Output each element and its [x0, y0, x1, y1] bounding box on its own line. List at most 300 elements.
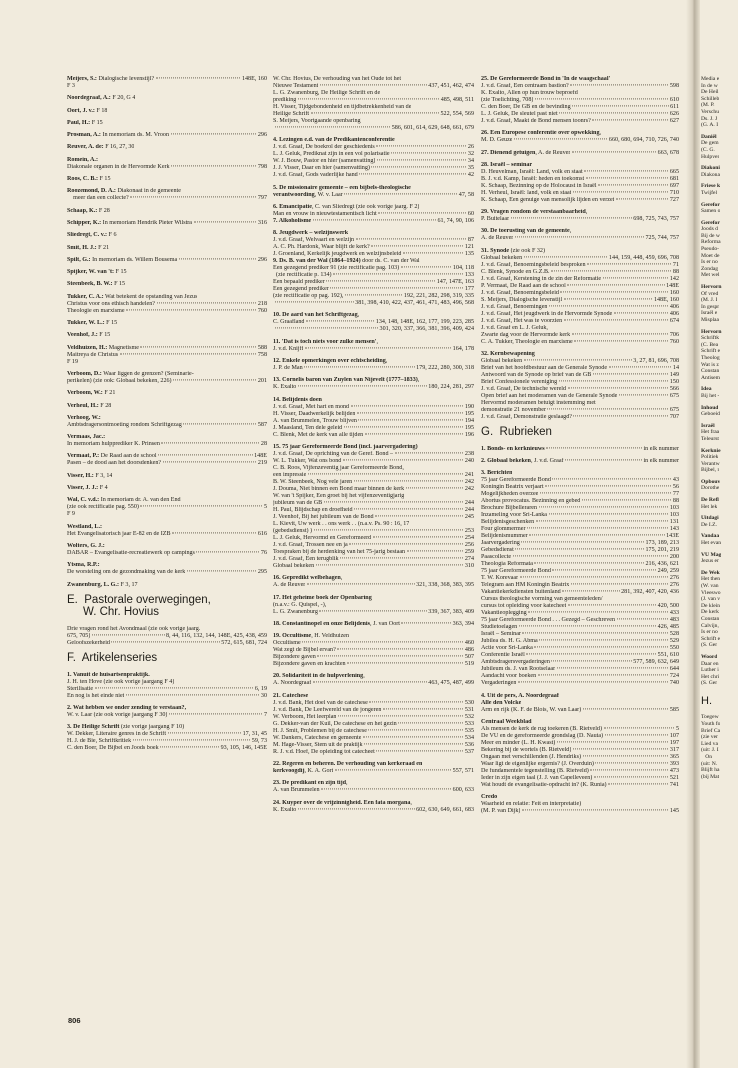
entry-line	[481, 130, 679, 137]
entry-text: Is er no	[701, 629, 718, 636]
entry-text: Prosman, A.: In memoriam ds. M. Vroon	[67, 132, 169, 139]
page-reference: 148E	[254, 453, 267, 460]
dot-leader	[594, 776, 669, 777]
entry-text: J. Veenhof, Bij het jubileum van de Bond	[273, 513, 374, 520]
entry-text: Oort, J. v.: F 18	[67, 107, 108, 114]
page-reference: 7	[263, 711, 267, 718]
entry-text: De gem	[701, 140, 719, 147]
page-reference: 406	[669, 303, 679, 310]
entry-line	[273, 244, 474, 251]
entry-line	[273, 602, 474, 609]
entry-text: Waar ligt de eigenlijke ergernis? (J. Overduin)	[481, 761, 594, 768]
entry-text: Politiek	[701, 454, 719, 461]
entry-text: En nog is het einde niet	[67, 692, 125, 699]
entry-text: C. Blenk, Met de kerk van alle tijden	[273, 431, 364, 438]
index-entry	[67, 724, 267, 752]
dot-leader	[587, 263, 671, 264]
index-entry	[273, 780, 474, 794]
entry-text: Schrift e	[701, 635, 721, 642]
entry-text: Credo	[481, 794, 498, 801]
page-reference: 274	[464, 555, 474, 562]
entry-line	[481, 90, 679, 97]
page-reference: 143E	[666, 533, 679, 540]
entry-line	[481, 235, 679, 242]
index-entry	[701, 165, 738, 178]
entry-text: 2. Wat hebben we onder zending te verstaan?,	[67, 704, 187, 711]
entry-text: Theologia Reformata	[481, 561, 533, 568]
index-entry	[481, 248, 679, 346]
entry-text: Four glommermer	[481, 526, 526, 533]
entry-line	[481, 228, 679, 235]
page-reference: 317	[669, 747, 679, 754]
entry-text: Cursus theologische vorming van gemeenteleden/	[481, 596, 603, 603]
entry-line	[273, 404, 474, 411]
entry-line	[273, 218, 474, 225]
dot-leader	[344, 426, 464, 427]
index-entry	[701, 533, 738, 546]
page-reference: 254	[464, 534, 474, 541]
page-reference: 577, 589, 632, 649	[633, 659, 679, 666]
entry-line	[701, 226, 738, 233]
entry-line	[481, 304, 679, 311]
entry-line	[273, 507, 474, 514]
entry-line	[67, 543, 267, 550]
entry-text: H. J. Smit, Problemen bij de catechese	[273, 727, 367, 734]
dot-leader	[317, 656, 463, 657]
page-reference: 219	[257, 460, 267, 467]
entry-line	[481, 652, 679, 659]
entry-line	[701, 297, 738, 304]
dot-leader	[592, 119, 668, 120]
entry-text: Heilige Schrift	[273, 111, 310, 117]
entry-text: Lied va	[701, 740, 718, 747]
dot-leader	[330, 288, 463, 289]
page-reference: 674	[669, 317, 679, 324]
entry-line	[481, 547, 679, 554]
dot-leader	[333, 274, 463, 275]
dot-leader	[583, 708, 669, 709]
entry-line	[67, 144, 267, 151]
dot-leader	[547, 408, 668, 409]
page-reference: 310	[464, 562, 474, 569]
entry-text: Christus voor ons ethisch handelen?	[67, 300, 156, 307]
dot-leader	[168, 733, 242, 734]
page-reference: 437, 451, 462, 474	[428, 83, 474, 89]
entry-text: 13. Cornelis baron van Zuylen van Nijevelt (1777–1833),	[273, 377, 420, 384]
entry-text: Een gezegend prediker	[273, 286, 329, 293]
entry-text: Ongaan met verschillenden (J. Hendriks)	[481, 754, 582, 761]
dot-leader	[365, 433, 464, 434]
entry-line	[67, 245, 267, 252]
entry-line	[481, 339, 679, 346]
dot-leader	[546, 447, 642, 448]
page-reference: 706	[669, 331, 679, 338]
index-entry	[67, 371, 267, 385]
entry-text: In memoriam hulpprediker K. Prinsen	[67, 441, 160, 448]
entry-text: Inhoud	[701, 404, 719, 411]
entry-text: 75 jaar Gereformeerde Bond . . . Gezegd – Geschreven	[481, 617, 616, 624]
entry-line	[481, 372, 679, 379]
page-reference: 698, 725, 743, 757	[633, 216, 679, 223]
entry-line	[273, 279, 474, 286]
entry-line	[273, 479, 474, 486]
entry-text: L. J. Geluk, Hervormd en Gereformeerd	[273, 534, 372, 541]
entry-line	[701, 761, 738, 768]
entry-text: Wat zegt de Bijbel ervan?	[273, 647, 336, 654]
entry-line	[481, 290, 679, 297]
dot-leader	[375, 515, 463, 516]
entry-text: Jaarvergadering	[481, 540, 520, 547]
page-reference: 528	[669, 631, 679, 638]
entry-line	[701, 461, 738, 468]
entry-line	[273, 319, 474, 326]
entry-text: Misplaa	[701, 317, 720, 323]
entry-text: Israël – Seminar	[481, 631, 521, 638]
entry-line	[67, 415, 267, 422]
dot-leader	[593, 373, 669, 374]
entry-line	[67, 640, 267, 647]
page-reference: 611	[670, 104, 679, 110]
entry-text: Geboeid	[701, 411, 720, 418]
entry-line	[701, 721, 738, 728]
entry-text: Vleeswo	[701, 589, 721, 596]
dot-leader	[407, 550, 464, 551]
entry-line	[701, 405, 738, 412]
dot-leader	[305, 347, 451, 348]
page-reference: 663, 678	[657, 149, 679, 156]
entry-line	[273, 673, 474, 680]
dot-leader	[340, 557, 463, 558]
index-entry	[701, 284, 738, 324]
entry-text: Gebedsdienst	[481, 547, 514, 554]
page-reference: 426, 485	[657, 624, 679, 631]
page-reference: 121	[464, 244, 474, 251]
entry-text: S. Meijers, Voortgaande openbaring	[273, 118, 361, 124]
entry-text: R. J. v.d. Hoef, De opleiding tot catecheet	[273, 748, 375, 755]
entry-line	[273, 486, 474, 493]
dot-leader	[570, 84, 668, 85]
entry-line	[67, 164, 267, 171]
dot-leader	[275, 126, 391, 127]
dot-leader	[344, 193, 457, 194]
entry-text: Toegew	[701, 714, 719, 721]
entry-line	[67, 301, 267, 308]
entry-line	[273, 728, 474, 735]
entry-text: J. v.d. Graaf, Benoemingsbeleid	[481, 289, 559, 296]
entry-line	[481, 318, 679, 325]
entry-text: Schaap, K.: F 28	[67, 207, 110, 214]
entry-text: Het evan	[701, 540, 722, 547]
entry-text: meer dan een collecte?	[67, 195, 129, 202]
entry-text: Belijdenisgeschenken	[481, 519, 535, 526]
page-reference: 296	[257, 132, 267, 139]
dot-leader	[359, 174, 466, 175]
page-reference: 164, 178	[452, 345, 474, 352]
entry-line	[67, 582, 267, 589]
entry-line	[67, 132, 267, 139]
entry-text: C. Graafland	[273, 319, 305, 326]
dot-leader	[552, 570, 656, 571]
entry-line	[701, 317, 738, 324]
entry-text: 3. Berichten	[481, 470, 513, 477]
dot-leader	[524, 359, 632, 360]
dot-leader	[383, 708, 463, 709]
entry-line	[701, 515, 738, 522]
entry-text: Twijfel	[701, 189, 718, 196]
entry-text: (W. van	[701, 583, 719, 589]
entry-text: De Heil	[701, 89, 719, 96]
entry-line	[481, 761, 679, 768]
entry-text: J. v.d. Bank, De Leefwereld van de jongeren	[273, 706, 382, 713]
page-reference: 521	[669, 775, 679, 782]
index-entry	[481, 228, 679, 242]
page-reference: 681	[669, 175, 679, 182]
entry-line	[481, 176, 679, 183]
page-reference: 88	[672, 268, 679, 275]
entry-line	[273, 640, 474, 647]
entry-line	[273, 633, 474, 640]
entry-text: 10. De aard van het Schriftgezag,	[273, 312, 360, 319]
page-reference: 486	[464, 647, 474, 654]
entry-line	[273, 237, 474, 244]
entry-line	[701, 202, 738, 209]
entry-line	[273, 144, 474, 151]
entry-line	[67, 422, 267, 429]
page-reference: 3, 27, 81, 696, 708	[633, 358, 679, 365]
entry-text: Bij het -	[701, 392, 720, 399]
entry-line	[701, 140, 738, 147]
page-reference: 93, 105, 146, 145E	[220, 745, 267, 752]
page-reference: 148E, 160	[241, 76, 267, 82]
entry-line	[701, 411, 738, 418]
index-entry	[67, 485, 267, 492]
page-reference: 741	[669, 782, 679, 789]
dot-leader	[349, 543, 463, 544]
dot-leader	[521, 542, 644, 543]
entry-text: Meijers, S.: Dialogische levenstijl?	[67, 76, 155, 82]
entry-text: Diakoni	[701, 165, 720, 172]
index-column-3	[481, 76, 679, 821]
entry-line	[273, 800, 474, 807]
index-entry	[273, 230, 474, 307]
entry-text: 19. Occultisme, H. Veldhuizen	[273, 633, 350, 640]
entry-text: Teleurst	[701, 435, 719, 442]
page-reference: 34	[467, 158, 474, 165]
entry-line	[481, 740, 679, 747]
entry-line	[67, 378, 267, 385]
dot-leader	[321, 789, 451, 790]
index-entry	[481, 351, 679, 421]
entry-line	[481, 526, 679, 533]
page-reference: 245	[464, 513, 474, 520]
dot-leader	[560, 291, 668, 292]
page-reference: 295	[257, 569, 267, 576]
entry-text: Zondag	[701, 265, 719, 272]
entry-line	[67, 95, 267, 102]
entry-line	[273, 230, 474, 237]
entry-line	[67, 195, 267, 202]
page-reference: 56	[672, 484, 679, 491]
entry-line	[701, 208, 738, 215]
page-reference: 194	[464, 417, 474, 424]
entry-line	[481, 216, 679, 223]
entry-text: 4. Lezingen e.d. van de Predikantenconferentie	[273, 137, 395, 144]
entry-text: Spilt, G.: In memoriam ds. Willem Bousema	[67, 256, 178, 263]
index-entry	[67, 705, 267, 719]
entry-text: Spijker, W. van 't: F 15	[67, 269, 127, 276]
entry-line	[701, 576, 738, 583]
dot-leader	[551, 270, 671, 271]
entry-line	[701, 522, 738, 529]
entry-line	[701, 116, 738, 123]
dot-leader	[511, 218, 632, 219]
entry-text: 15. 75 jaar Gereformeerde Bond (incl. jaarvergadering)	[273, 443, 418, 450]
entry-line	[67, 108, 267, 115]
entry-line	[701, 342, 738, 349]
entry-text: Verheul, H.: F 28	[67, 402, 112, 409]
page-reference: 47, 58	[458, 191, 474, 198]
entry-text: Vakantiekerkdiensten buitenland	[481, 589, 561, 596]
entry-text: Brochure Bijbelleraren	[481, 505, 538, 512]
entry-text: J. v.d. Graaf, Een centraam bastion?	[481, 83, 569, 89]
dot-leader	[515, 237, 644, 238]
dot-leader	[573, 415, 668, 416]
entry-line	[481, 269, 679, 276]
entry-line	[701, 590, 738, 597]
entry-text: 24. Kuyper over de vrijzinnigheid. Een fata morgana,	[273, 799, 412, 806]
entry-text: In gespr	[701, 303, 720, 310]
entry-text: 8. Jeugdwerk – welzijnswerk	[273, 230, 349, 237]
entry-line	[481, 183, 679, 190]
entry-text: J. v.d. Graaf, Met hart en mond	[273, 403, 350, 410]
page-reference: 143	[669, 526, 679, 533]
page-reference: 316	[257, 219, 267, 226]
dot-leader	[564, 298, 653, 299]
entry-line	[481, 700, 679, 707]
index-entry	[67, 543, 267, 557]
entry-line	[273, 83, 474, 90]
entry-line	[67, 281, 267, 288]
entry-line	[67, 550, 267, 557]
dot-leader	[605, 734, 669, 735]
page-reference: 600, 633	[452, 787, 474, 794]
entry-text: Vakantieoplegging	[481, 610, 527, 617]
dot-leader	[572, 333, 669, 334]
index-entry	[701, 386, 738, 399]
index-entry	[701, 479, 738, 492]
entry-line	[701, 233, 738, 240]
entry-text: J. v.d. Graaf, Benoemingen	[481, 303, 548, 310]
dot-leader	[562, 591, 619, 592]
entry-line	[67, 83, 267, 90]
page-reference: 587	[257, 421, 267, 428]
page-reference: 301, 320, 337, 366, 381, 396, 409, 424	[379, 326, 474, 333]
page-reference: 534	[464, 734, 474, 741]
entry-line	[273, 714, 474, 721]
page-reference: 460	[464, 640, 474, 647]
entry-line	[481, 519, 679, 526]
entry-line	[273, 680, 474, 687]
entry-text: Zwanenburg, L. G.: F 3, 17	[67, 581, 138, 588]
entry-line	[273, 151, 474, 158]
entry-text: Calvijn,	[701, 622, 719, 629]
entry-line	[701, 368, 738, 375]
dot-leader	[398, 722, 463, 723]
dot-leader	[572, 105, 668, 106]
entry-text: Noordegraaf, A.: F 20, G 4	[67, 95, 136, 102]
entry-text: Ambtsdragersontmoeting rondom Schriftgezag	[67, 421, 182, 428]
entry-line	[701, 165, 738, 172]
index-entry	[701, 183, 738, 196]
page-reference: 724	[669, 673, 679, 680]
entry-line	[67, 220, 267, 227]
dot-leader	[520, 577, 669, 578]
page-reference: 758	[257, 351, 267, 358]
page-reference: 5	[263, 504, 267, 511]
entry-text: demonstratie 21 november	[481, 407, 546, 414]
entry-line	[481, 137, 679, 144]
dot-leader	[391, 153, 466, 154]
entry-line	[67, 359, 267, 366]
index-entry	[67, 562, 267, 576]
entry-text: Arm en rijk (K. F. de Blois, W. van Laar)	[481, 706, 582, 713]
page-reference: 256	[464, 541, 474, 548]
dot-leader	[275, 302, 354, 303]
index-entry	[273, 137, 474, 179]
entry-text: Studietoelagen	[481, 624, 518, 631]
entry-line	[67, 524, 267, 531]
dot-leader	[401, 267, 452, 268]
entry-line	[273, 346, 474, 353]
page-reference: 660, 680, 694, 710, 726, 740	[608, 137, 679, 144]
entry-line	[67, 320, 267, 327]
entry-text: Roos, C. B.: F 15	[67, 176, 111, 183]
entry-line	[701, 680, 738, 687]
dot-leader	[338, 715, 463, 716]
page-reference: 242	[464, 478, 474, 485]
entry-text: Met wel	[701, 272, 720, 279]
page-reference: 530	[464, 699, 474, 706]
entry-line	[481, 747, 679, 754]
entry-text: L. J. Geluk, De sleutel past niet	[481, 111, 558, 117]
dot-leader	[316, 564, 464, 565]
dot-leader	[513, 556, 669, 557]
entry-line	[273, 707, 474, 714]
entry-line	[273, 425, 474, 432]
entry-text: 75 jaar Gereformeerde Bond	[481, 568, 551, 575]
entry-line	[67, 745, 267, 752]
entry-line	[273, 563, 474, 570]
page-reference: 238	[464, 450, 474, 457]
entry-text: Open brief aan het moderamen van de Generale Synode	[481, 393, 618, 400]
entry-text: Nieuwe Testament	[273, 83, 319, 89]
page-reference: 134, 148, 148E, 162, 177, 199, 223, 285	[375, 319, 474, 326]
entry-text: Verschu	[701, 108, 720, 115]
page-reference: 195	[464, 424, 474, 431]
entry-text: Wat houdt de evangelisatie-opdracht in? (K. Runia)	[481, 782, 607, 789]
entry-line	[701, 734, 738, 741]
entry-text: 25. De Gereformeerde Bond in 'In de waagschaal'	[481, 76, 611, 82]
entry-line	[273, 609, 474, 616]
entry-line	[481, 209, 679, 216]
entry-line	[701, 362, 738, 369]
page-reference: 26	[467, 144, 474, 151]
dot-leader	[522, 810, 668, 811]
page-reference: 276	[669, 582, 679, 589]
entry-line	[481, 596, 679, 603]
page-reference: 483	[669, 617, 679, 624]
entry-text: A. de Reuver	[273, 582, 306, 589]
